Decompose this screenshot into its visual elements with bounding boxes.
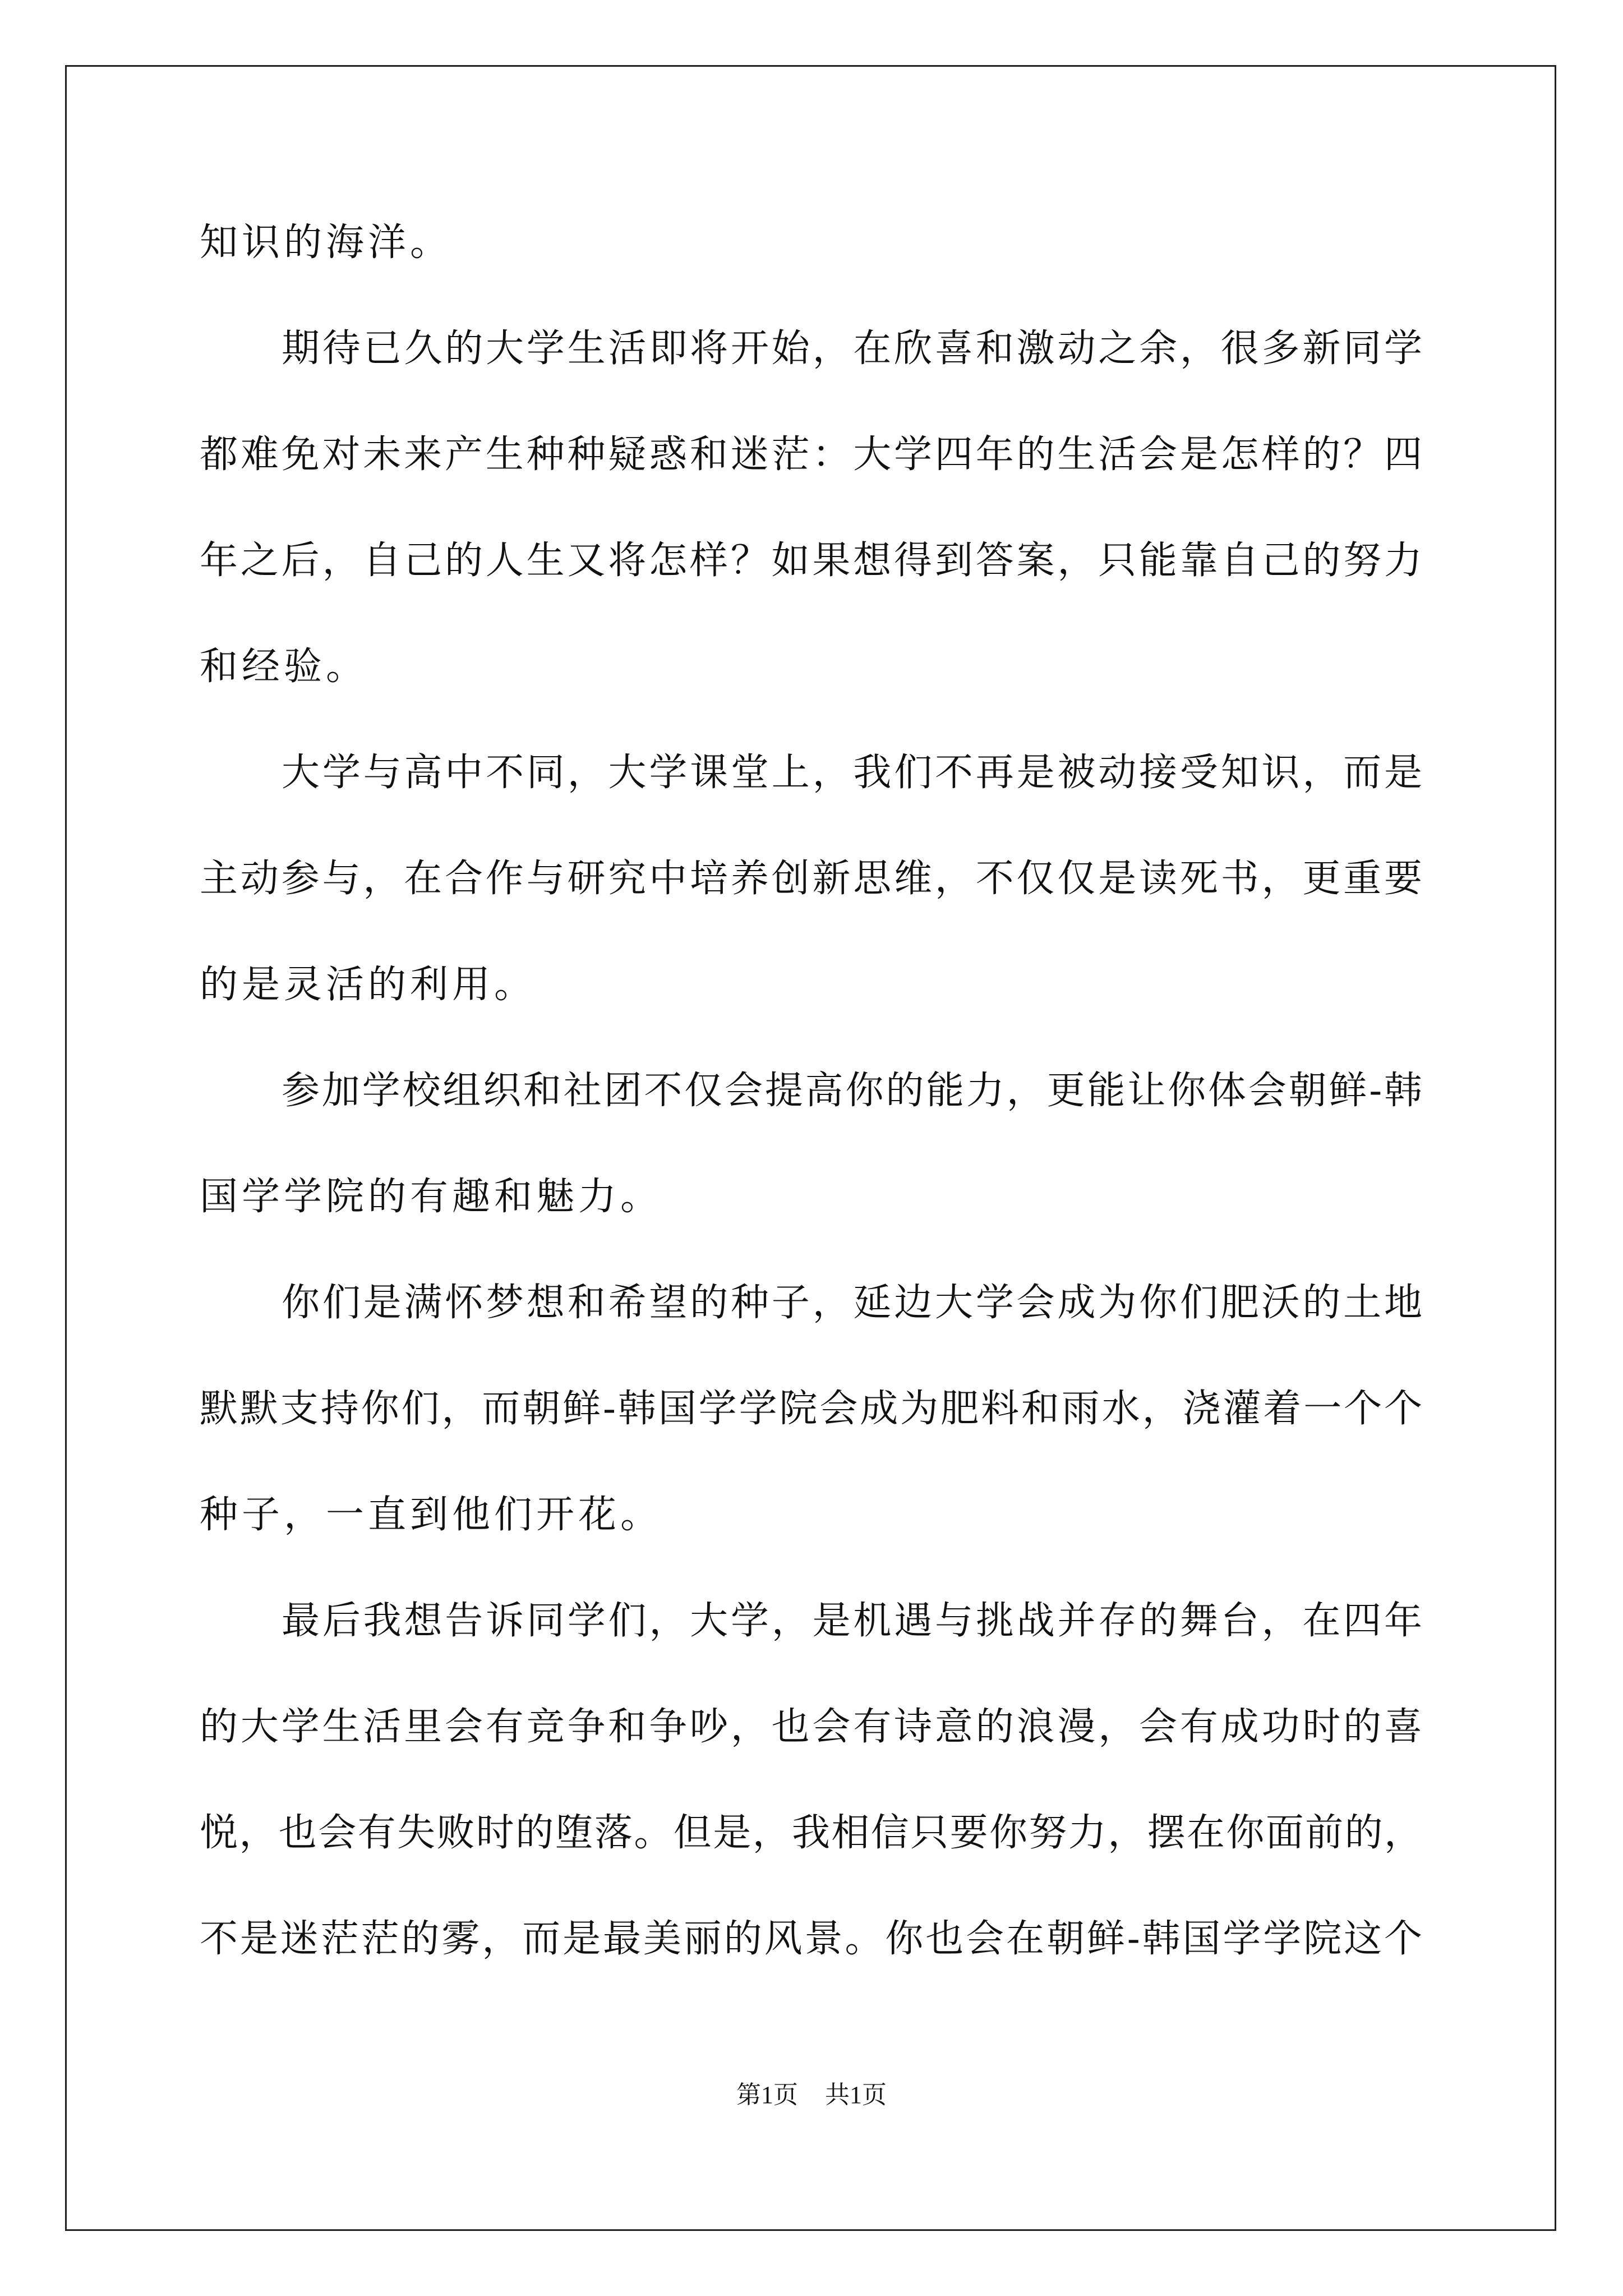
text-line: 国学学院的有趣和魅力。 — [200, 1175, 663, 1219]
text-line: 参加学校组织和社团不仅会提高你的能力，更能让你体会朝鲜-韩 — [282, 1069, 1422, 1113]
text-line: 最后我想告诉同学们，大学，是机遇与挑战并存的舞台，在四年 — [282, 1599, 1422, 1643]
text-line: 默默支持你们，而朝鲜-韩国学学院会成为肥料和雨水，浇灌着一个个 — [200, 1387, 1422, 1431]
document-body — [200, 190, 1422, 1992]
text-line: 的大学生活里会有竞争和争吵，也会有诗意的浪漫，会有成功时的喜 — [200, 1705, 1422, 1749]
text-line: 主动参与，在合作与研究中培养创新思维，不仅仅是读死书，更重要 — [200, 857, 1422, 901]
text-line: 都难免对未来产生种种疑惑和迷茫：大学四年的生活会是怎样的？四 — [200, 432, 1422, 477]
page-footer — [0, 2078, 1623, 2112]
text-line: 年之后，自己的人生又将怎样？如果想得到答案，只能靠自己的努力 — [200, 539, 1422, 583]
text-line: 的是灵活的利用。 — [200, 963, 537, 1007]
text-line: 种子，一直到他们开花。 — [200, 1493, 663, 1537]
text-line: 悦，也会有失败时的堕落。但是，我相信只要你努力，摆在你面前的， — [200, 1811, 1422, 1855]
text-line: 你们是满怀梦想和希望的种子，延边大学会成为你们肥沃的土地 — [282, 1281, 1422, 1325]
text-line: 不是迷茫茫的雾，而是最美丽的风景。你也会在朝鲜-韩国学学院这个 — [200, 1917, 1422, 1961]
current-page-indicator: 第1页 — [736, 2081, 798, 2109]
text-line: 大学与高中不同，大学课堂上，我们不再是被动接受知识，而是 — [282, 751, 1422, 795]
total-pages-indicator: 共1页 — [825, 2081, 887, 2109]
text-line: 和经验。 — [200, 645, 368, 689]
text-line: 期待已久的大学生活即将开始，在欣喜和激动之余，很多新同学 — [282, 326, 1422, 371]
text-line: 知识的海洋。 — [200, 220, 453, 265]
